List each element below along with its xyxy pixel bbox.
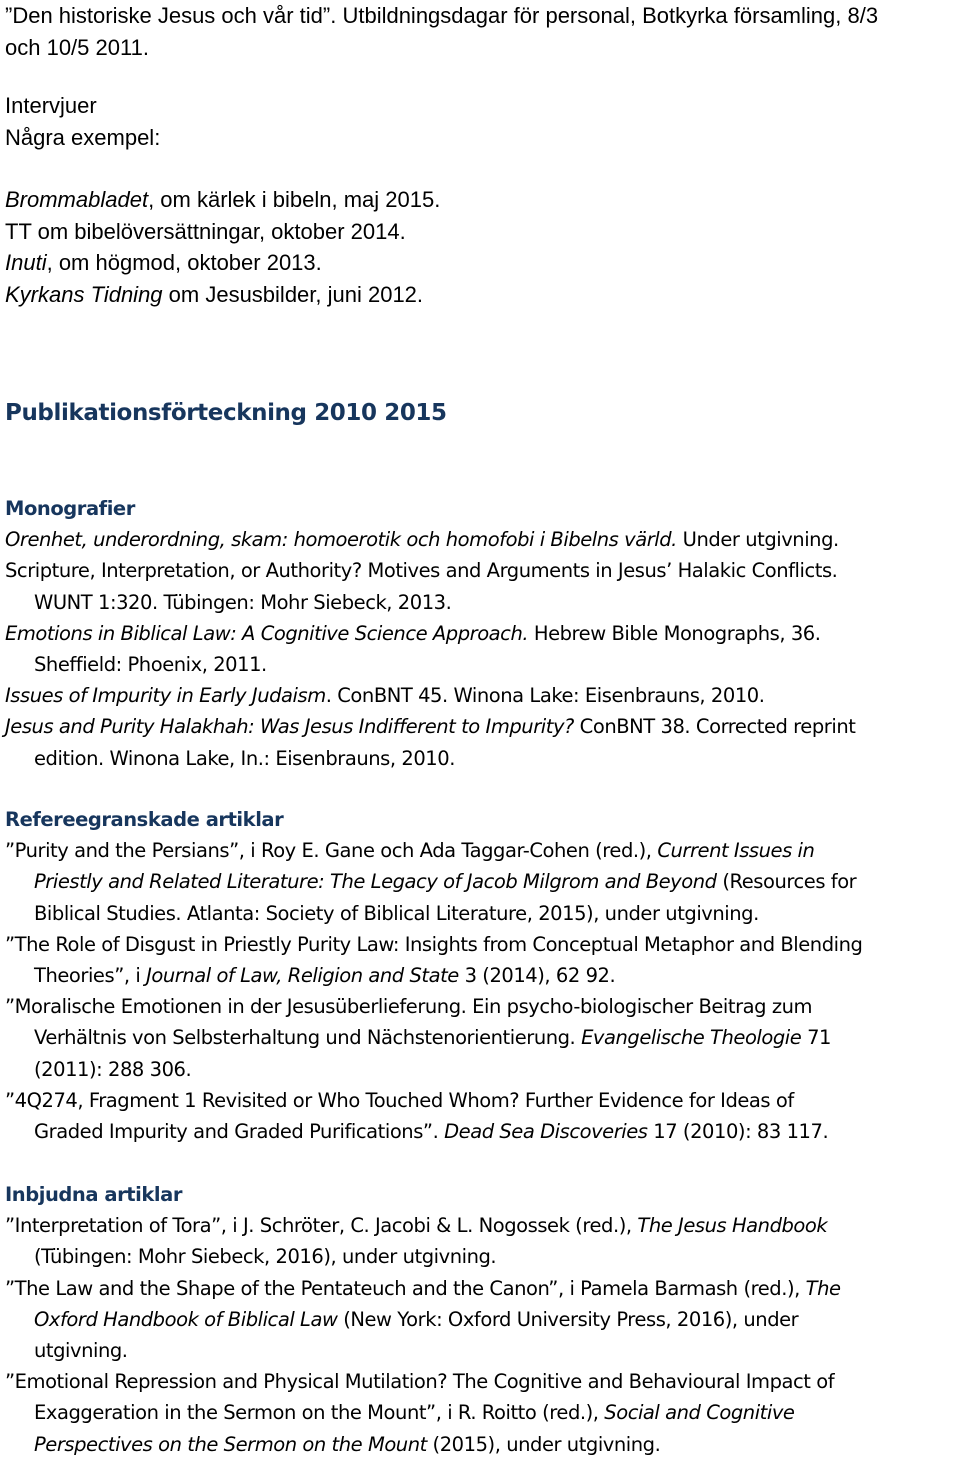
interview-item: TT om bibelöversättningar, oktober 2014. [5, 218, 406, 244]
article-entry: ”The Law and the Shape of the Pentateuch and the Canon”, i Pamela Barmash (red.), The [5, 1276, 841, 1300]
article-entry: ”Emotional Repression and Physical Mutilation? The Cognitive and Behavioural Impact of [5, 1370, 835, 1394]
refereed-heading: Refereegranskade artiklar [5, 808, 284, 831]
interviews-heading: Intervjuer [5, 93, 97, 118]
publications-section [5, 398, 955, 429]
publications-heading: Publikationsförteckning 2010 2015 [5, 400, 447, 426]
monograph-entry-cont: edition. Winona Lake, In.: Eisenbrauns, 2010. [34, 746, 455, 770]
monograph-entry: Issues of Impurity in Early Judaism. ConBNT 45. Winona Lake: Eisenbrauns, 2010. [5, 684, 765, 708]
interview-item: Inuti, om högmod, oktober 2013. [5, 250, 322, 275]
invited-heading: Inbjudna artiklar [5, 1183, 183, 1206]
article-entry-cont: Oxford Handbook of Biblical Law (New York: Oxford University Press, 2016), under [34, 1307, 799, 1331]
monograph-entry: Jesus and Purity Halakhah: Was Jesus Indifferent to Impurity? ConBNT 38. Corrected reprint [5, 715, 856, 739]
article-entry: ”4Q274, Fragment 1 Revisited or Who Touched Whom? Further Evidence for Ideas of [5, 1088, 794, 1112]
article-entry: ”Moralische Emotionen in der Jesusüberlieferung. Ein psycho-biologischer Beitrag zum [5, 995, 813, 1019]
article-entry: ”Purity and the Persians”, i Roy E. Gane och Ada Taggar-Cohen (red.), Current Issues in [5, 839, 815, 863]
interviews-section [5, 90, 955, 153]
interview-item: Brommabladet, om kärlek i bibeln, maj 2015. [5, 187, 441, 212]
invited-section [5, 1179, 955, 1460]
interviews-subheading: Några exempel: [5, 124, 161, 150]
refereed-section [5, 804, 955, 1147]
monograph-entry-cont: Sheffield: Phoenix, 2011. [34, 652, 267, 676]
monograph-entry-cont: WUNT 1:320. Tübingen: Mohr Siebeck, 2013. [34, 590, 452, 614]
article-entry-cont: (2011): 288 306. [34, 1057, 192, 1081]
monograph-entry: Orenhet, underordning, skam: homoerotik och homofobi i Bibelns värld. Under utgivning. [5, 528, 839, 552]
interview-item: Kyrkans Tidning om Jesusbilder, juni 2012. [5, 281, 424, 307]
article-entry-cont: Graded Impurity and Graded Purifications”. Dead Sea Discoveries 17 (2010): 83 117. [34, 1119, 829, 1143]
interviews-list [5, 184, 955, 310]
monograph-entry: Emotions in Biblical Law: A Cognitive Science Approach. Hebrew Bible Monographs, 36. [5, 621, 821, 645]
article-entry-cont: Priestly and Related Literature: The Legacy of Jacob Milgrom and Beyond (Resources for [34, 870, 857, 894]
article-entry-cont: utgivning. [34, 1338, 128, 1362]
monographs-section [5, 493, 955, 774]
article-entry: ”Interpretation of Tora”, i J. Schröter, C. Jacobi & L. Nogossek (red.), The Jesus Handbook [5, 1214, 828, 1238]
article-entry-cont: Verhältnis von Selbsterhaltung und Nächstenorientierung. Evangelische Theologie 71 [34, 1026, 831, 1050]
article-entry-cont: Perspectives on the Sermon on the Mount (2015), under utgivning. [34, 1432, 661, 1456]
article-entry-cont: Theories”, i Journal of Law, Religion and State 3 (2014), 62 92. [34, 963, 616, 987]
monographs-heading: Monografier [5, 497, 135, 520]
article-entry-cont: (Tübingen: Mohr Siebeck, 2016), under utgivning. [34, 1245, 497, 1269]
intro-section [5, 0, 955, 63]
intro-line: och 10/5 2011. [5, 34, 149, 60]
article-entry-cont: Exaggeration in the Sermon on the Mount”, i R. Roitto (red.), Social and Cognitive [34, 1401, 795, 1425]
article-entry: ”The Role of Disgust in Priestly Purity Law: Insights from Conceptual Metaphor and Blending [5, 932, 863, 956]
monograph-entry: Scripture, Interpretation, or Authority? Motives and Arguments in Jesus’ Halakic Conflicts. [5, 559, 838, 583]
article-entry-cont: Biblical Studies. Atlanta: Society of Biblical Literature, 2015), under utgivning. [34, 901, 759, 925]
intro-line: ”Den historiske Jesus och vår tid”. Utbildningsdagar för personal, Botkyrka församling, 8/3 [5, 3, 879, 28]
